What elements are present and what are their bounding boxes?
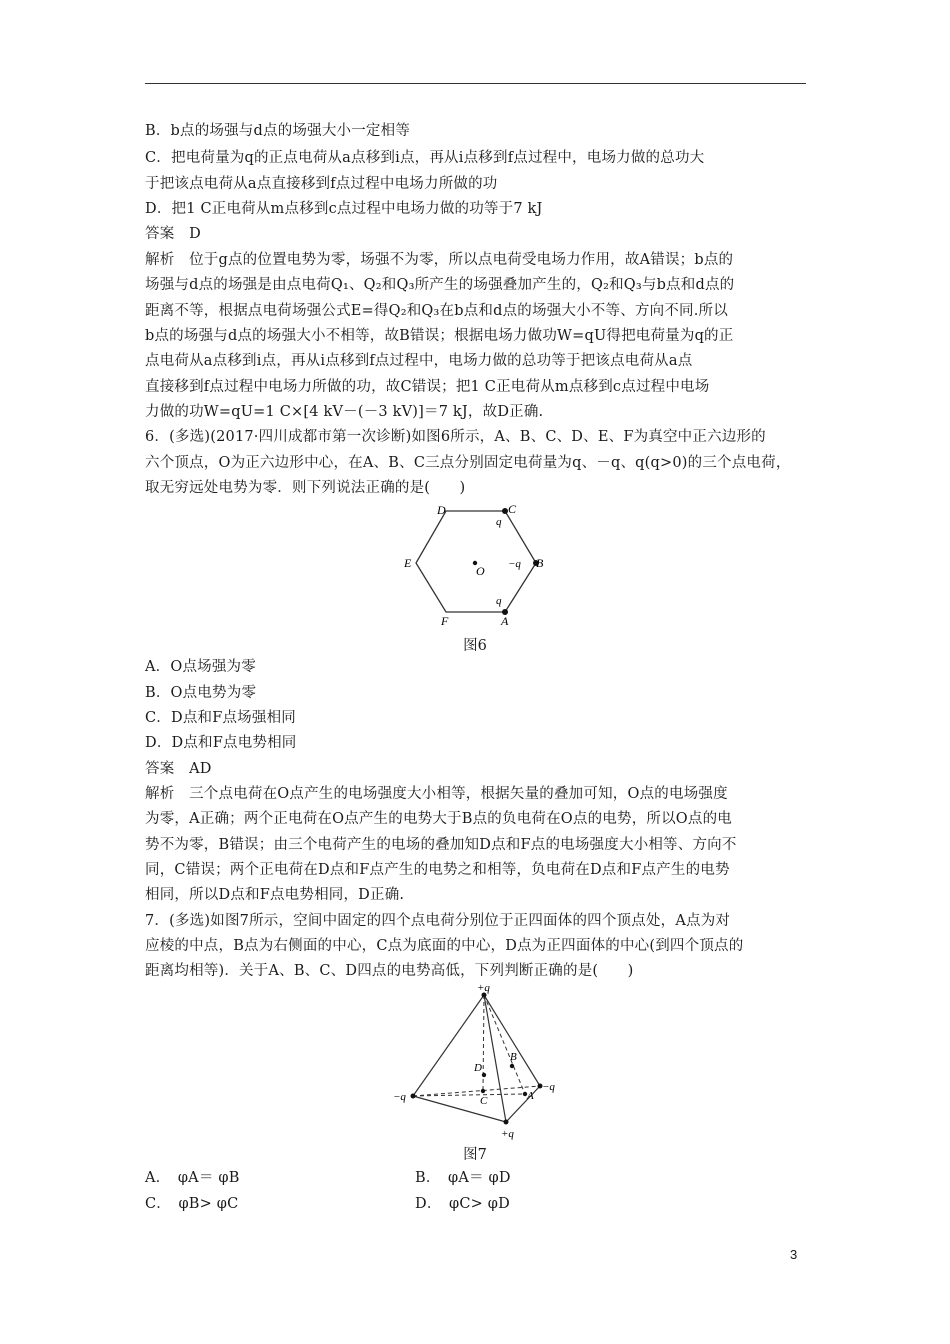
header-rule xyxy=(145,83,806,84)
page-number: 3 xyxy=(790,1247,798,1262)
point-label-c: C xyxy=(480,1095,488,1107)
point-label-a: A xyxy=(527,1090,534,1102)
q6-analysis-line: 相同，所以D点和F点电势相同，D正确. xyxy=(145,887,405,903)
q7-option-d: D． φC> φD xyxy=(415,1196,510,1212)
q5-analysis-line: 点电荷从a点移到i点，再从i点移到f点过程中，电场力做的总功等于把该点电荷从a点 xyxy=(145,353,693,369)
q5-option-b: B．b点的场强与d点的场强大小一定相等 xyxy=(145,123,411,139)
charge-label-a: q xyxy=(496,595,502,607)
q7-option-a: A． φA＝ φB xyxy=(145,1170,240,1186)
q6-option-a: A．O点场强为零 xyxy=(145,659,256,675)
point-label-b: B xyxy=(510,1051,517,1063)
vertex-label-b: B xyxy=(536,556,544,570)
q6-answer: 答案 AD xyxy=(145,761,212,777)
q7-stem-line: 应棱的中点，B点为右侧面的中心，C点为底面的中心，D点为正四面体的中心(到四个顶点的 xyxy=(145,938,744,954)
charge-label-right: −q xyxy=(542,1081,555,1093)
vertex-label-c: C xyxy=(508,502,517,516)
point-d xyxy=(482,1073,486,1077)
q6-stem-line: 六个顶点，O为正六边形中心，在A、B、C三点分别固定电荷量为q、－q、q(q>0)的三个点电荷， xyxy=(145,455,791,471)
vertex-left xyxy=(411,1094,416,1099)
q7-stem-line: 距离均相等)．关于A、B、C、D四点的电势高低，下列判断正确的是( ) xyxy=(145,963,634,979)
q5-analysis-line: 解析 位于g点的位置电势为零，场强不为零，所以点电荷受电场力作用，故A错误；b点的 xyxy=(145,252,734,268)
point-label-d: D xyxy=(474,1062,482,1074)
vertex-label-e: E xyxy=(404,556,412,570)
q5-analysis-line: 场强与d点的场强是由点电荷Q₁、Q₂和Q₃所产生的场强叠加产生的，Q₂和Q₃与b点和d点的 xyxy=(145,277,735,293)
center-label-o: O xyxy=(476,564,485,578)
q7-stem-line: 7．(多选)如图7所示，空间中固定的四个点电荷分别位于正四面体的四个顶点处，A点为对 xyxy=(145,913,731,929)
q6-option-b: B．O点电势为零 xyxy=(145,685,257,701)
q5-analysis-line: 力做的功W=qU=1 C×[4 kV－(－3 kV)]＝7 kJ，故D正确. xyxy=(145,404,544,420)
vertex-label-f: F xyxy=(441,614,449,625)
vertex-label-a: A xyxy=(501,614,509,625)
charge-label-top: +q xyxy=(477,982,490,994)
q6-stem-line: 6．(多选)(2017·四川成都市第一次诊断)如图6所示，A、B、C、D、E、F为真空中正六边形的 xyxy=(145,429,766,445)
q6-analysis-line: 势不为零，B错误；由三个电荷产生的电场的叠加知D点和F点的电场强度大小相等、方向不 xyxy=(145,837,737,853)
point-b xyxy=(510,1064,514,1068)
q7-option-b: B． φA＝ φD xyxy=(415,1170,511,1186)
q7-option-c: C． φB> φC xyxy=(145,1196,239,1212)
figure-6-hexagon xyxy=(395,500,555,625)
q5-analysis-line: 距离不等，根据点电荷场强公式E=得Q₂和Q₃在b点和d点的场强大小不等、方向不同.所以 xyxy=(145,303,728,319)
q5-analysis-line: b点的场强与d点的场强大小不相等，故B错误；根据电场力做功W=qU得把电荷量为q的正 xyxy=(145,328,734,344)
q6-analysis-line: 解析 三个点电荷在O点产生的电场强度大小相等，根据矢量的叠加可知，O点的电场强度 xyxy=(145,786,728,802)
charge-label-c: q xyxy=(496,516,502,528)
figure-7-caption: 图7 xyxy=(463,1147,487,1163)
q6-analysis-line: 为零，A正确；两个正电荷在O点产生的电势大于B点的负电荷在O点的电势，所以O点的电 xyxy=(145,811,732,827)
q5-option-d: D．把1 C正电荷从m点移到c点过程中电场力做的功等于7 kJ xyxy=(145,201,543,217)
charge-label-b: −q xyxy=(508,558,521,570)
figure-7-tetrahedron xyxy=(388,980,568,1142)
q6-analysis-line: 同，C错误；两个正电荷在D点和F点产生的电势之和相等，负电荷在D点和F点产生的电势 xyxy=(145,862,730,878)
q6-stem-line: 取无穷远处电势为零．则下列说法正确的是( ) xyxy=(145,480,466,496)
q6-option-d: D．D点和F点电势相同 xyxy=(145,735,297,751)
q5-analysis-line: 直接移到f点过程中电场力所做的功，故C错误；把1 C正电荷从m点移到c点过程中电场 xyxy=(145,379,710,395)
q5-option-c-line2: 于把该点电荷从a点直接移到f点过程中电场力所做的功 xyxy=(145,176,498,192)
point-c xyxy=(481,1089,485,1093)
q5-answer: 答案 D xyxy=(145,226,201,242)
charge-label-bottom: +q xyxy=(501,1128,514,1140)
q6-option-c: C．D点和F点场强相同 xyxy=(145,710,296,726)
vertex-bottom xyxy=(504,1120,509,1125)
q5-option-c-line1: C．把电荷量为q的正点电荷从a点移到i点，再从i点移到f点过程中，电场力做的总功大 xyxy=(145,150,705,166)
charge-label-left: −q xyxy=(393,1091,406,1103)
figure-6-caption: 图6 xyxy=(463,638,487,654)
vertex-label-d: D xyxy=(437,503,446,517)
